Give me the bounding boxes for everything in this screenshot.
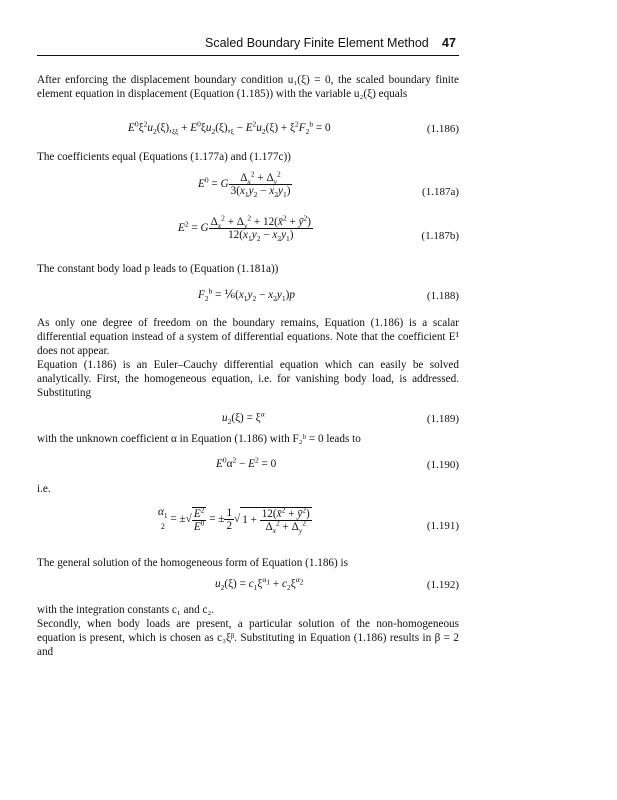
paragraph-6: with the unknown coefficient α in Equation (1.186) with F₂ᵇ = 0 leads to [37, 433, 361, 445]
equation-1-186: $E^0\xi^2u_2(\xi),_{\xi\xi} + E^0\xi u_2(\xi),_\xi - E^2u_2(\xi) + \xi^2F_2^b = 0$ [128, 119, 331, 137]
equation-1-188: $F_2^b$ = $\frac{1}{6}(x_1y_2 - x_2y_1)p$ [198, 286, 295, 304]
paragraph-2: The coefficients equal (Equations (1.177a) and (1.177c)) [37, 151, 291, 163]
equation-number-1-186: (1.186) [426, 123, 459, 135]
paragraph-7: i.e. [37, 483, 51, 495]
paragraph-1: After enforcing the displacement boundary condition u₁(ξ) = 0, the scaled boundary finite element equation in displacement (Equation (1.185)) with the variable u₂(ξ) equals [37, 74, 459, 101]
equation-1-192: $u_2(\xi) = c_1\xi^{\alpha_1} + c_2\xi^{\alpha_2}$ [215, 575, 304, 593]
paragraph-5: Equation (1.186) is an Euler–Cauchy differential equation which can easily be solved analytically. First, the homogeneous equation, i.e. for vanishing body load, is addressed. Substituting [37, 359, 459, 400]
paragraph-3: The constant body load p leads to (Equation (1.181a)) [37, 263, 279, 275]
paragraph-8: The general solution of the homogeneous form of Equation (1.186) is [37, 557, 349, 569]
equation-1-191: $\alpha_1$ 2 = ±√ $\frac{E^2}{E^0}$ = ± $\frac{1}{2}$ √ 1 + $\frac{12(x̄^2 + ȳ^2)}{\Delta_x^2 + \Delta_y^2}$ [158, 504, 310, 535]
paragraph-9: with the integration constants c₁ and c₂. [37, 604, 215, 616]
equation-number-1-187a: (1.187a) [422, 186, 459, 198]
paragraph-4: As only one degree of freedom on the boundary remains, Equation (1.186) is a scalar differential equation instead of a system of differential equations. Note that the coefficient E¹ does not appear. [37, 317, 459, 358]
equation-number-1-187b: (1.187b) [421, 230, 459, 242]
equation-number-1-188: (1.188) [426, 290, 459, 302]
equation-number-1-189: (1.189) [426, 413, 459, 425]
equation-number-1-192: (1.192) [426, 579, 459, 591]
equation-1-187a: $E^0 = G$ $\frac{\Delta_x^2 + \Delta_y^2}{3(x_1y_2 - x_2y_1)}$ [198, 169, 291, 200]
equation-number-1-191: (1.191) [426, 520, 459, 532]
equation-1-187b: $E^2 = G$ $\frac{\Delta_x^2 + \Delta_y^2 + 12(x̄^2 + ȳ^2)}{12(x_1y_2 - x_2y_1)}$ [178, 213, 311, 244]
header-rule [37, 55, 459, 56]
equation-1-189: $u_2(\xi) = \xi^\alpha$ [222, 409, 265, 427]
equation-number-1-190: (1.190) [426, 459, 459, 471]
paragraph-10: Secondly, when body loads are present, a particular solution of the non-homogeneous equation is present, which is chosen as c₃ξᵝ. Substituting in Equation (1.186) results in β = 2 and [37, 618, 459, 659]
page-number: 47 [442, 36, 456, 50]
equation-1-190: $E^0\alpha^2 - E^2 = 0$ [216, 455, 277, 470]
running-title: Scaled Boundary Finite Element Method [205, 36, 429, 50]
